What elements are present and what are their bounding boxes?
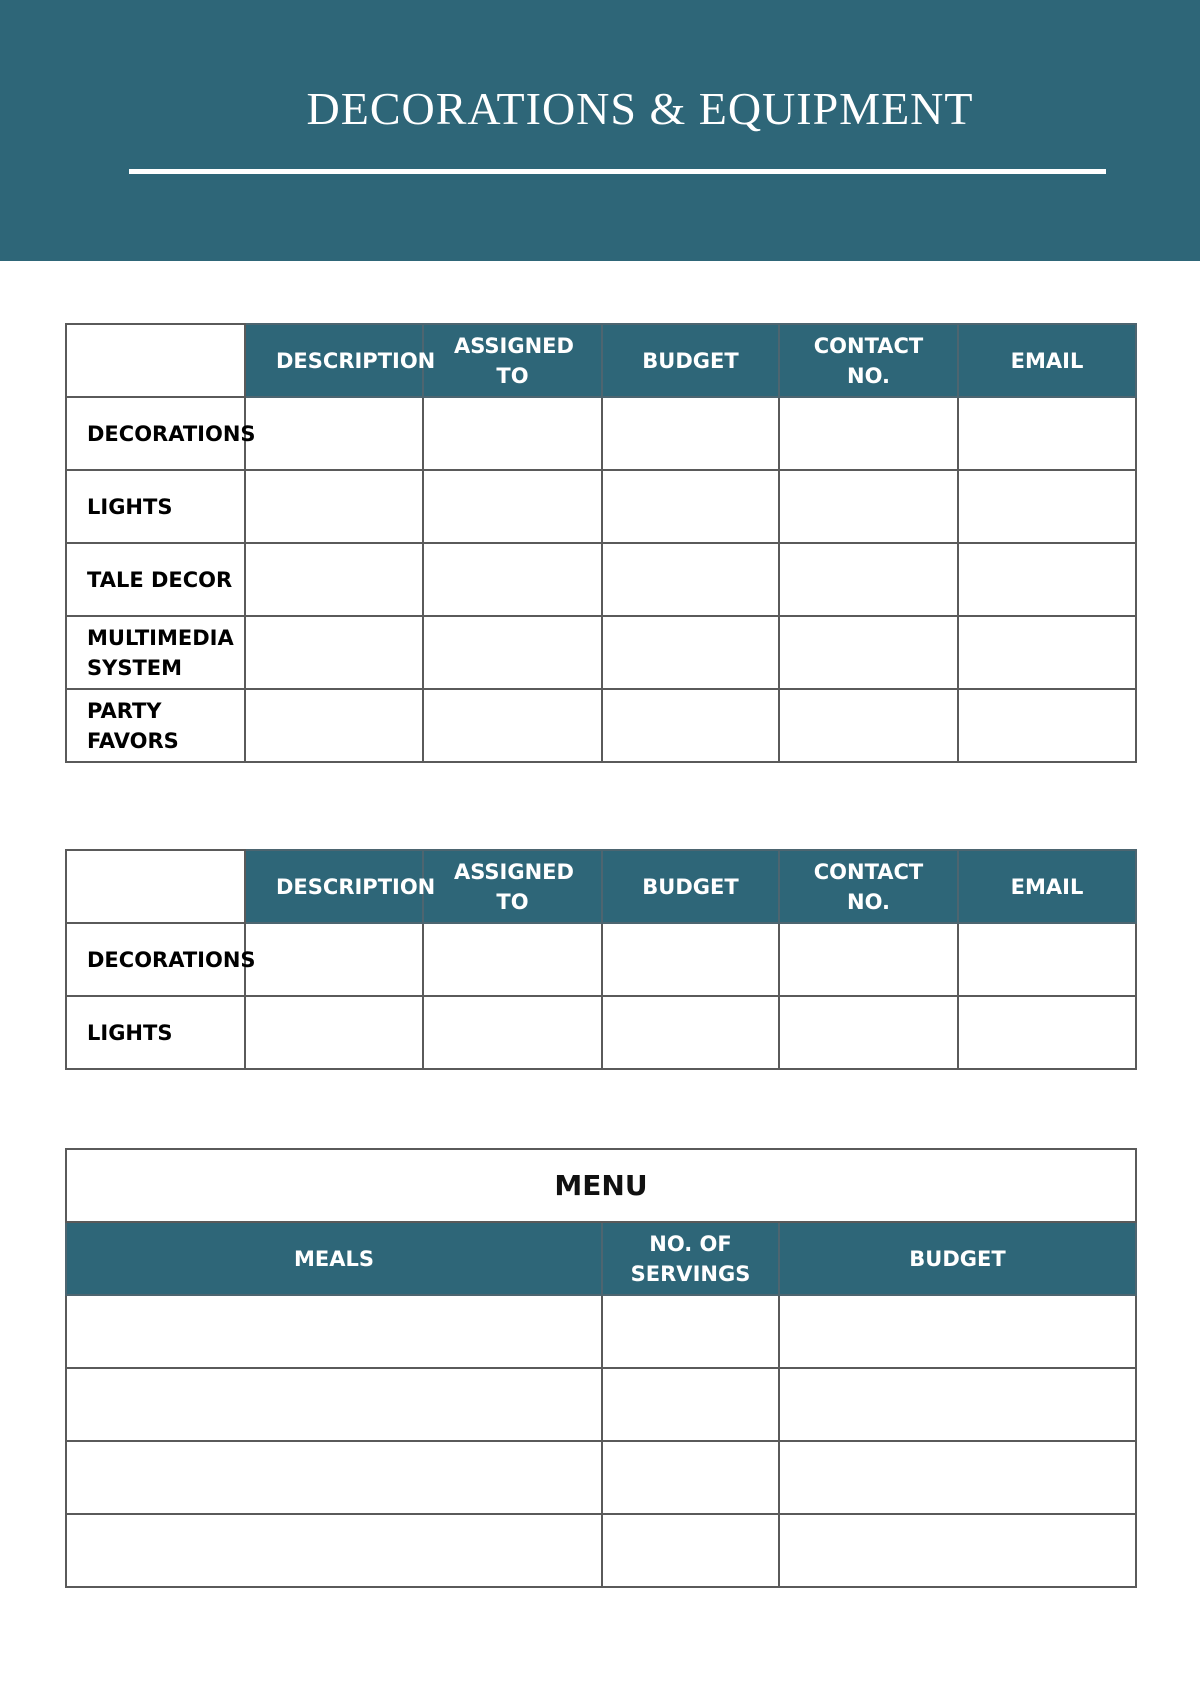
- servings-cell[interactable]: [602, 1441, 779, 1514]
- table-header-row: [66, 850, 1136, 923]
- entry-cell[interactable]: [423, 397, 602, 470]
- corner-cell: [66, 324, 245, 397]
- entry-cell[interactable]: [602, 616, 779, 689]
- decorations-table: [65, 323, 1137, 763]
- table-row: [66, 996, 1136, 1069]
- entry-cell[interactable]: [779, 616, 958, 689]
- entry-cell[interactable]: [245, 616, 423, 689]
- meal-cell[interactable]: [66, 1514, 602, 1587]
- entry-cell[interactable]: [602, 689, 779, 762]
- entry-cell[interactable]: [602, 996, 779, 1069]
- corner-cell: [66, 850, 245, 923]
- entry-cell[interactable]: [779, 470, 958, 543]
- column-header-assigned-to: ASSIGNED TO: [423, 850, 602, 923]
- column-header-assigned-to: ASSIGNED TO: [423, 324, 602, 397]
- entry-cell[interactable]: [779, 543, 958, 616]
- budget-cell[interactable]: [779, 1368, 1136, 1441]
- entry-cell[interactable]: [245, 470, 423, 543]
- budget-cell[interactable]: [779, 1295, 1136, 1368]
- row-label: TALE DECOR: [66, 543, 245, 616]
- column-header-budget: BUDGET: [602, 324, 779, 397]
- budget-cell[interactable]: [779, 1514, 1136, 1587]
- row-label: PARTY FAVORS: [66, 689, 245, 762]
- page-title: DECORATIONS & EQUIPMENT: [306, 83, 974, 134]
- menu-row: [66, 1441, 1136, 1514]
- entry-cell[interactable]: [245, 397, 423, 470]
- entry-cell[interactable]: [958, 470, 1136, 543]
- column-header-budget: BUDGET: [602, 850, 779, 923]
- entry-cell[interactable]: [958, 543, 1136, 616]
- table-row: [66, 689, 1136, 762]
- menu-row: [66, 1514, 1136, 1587]
- row-label: DECORATIONS: [66, 397, 245, 470]
- meal-cell[interactable]: [66, 1441, 602, 1514]
- entry-cell[interactable]: [779, 689, 958, 762]
- row-label: LIGHTS: [66, 996, 245, 1069]
- entry-cell[interactable]: [779, 397, 958, 470]
- column-header-meals: MEALS: [66, 1222, 602, 1295]
- column-header-budget: BUDGET: [779, 1222, 1136, 1295]
- column-header-servings: NO. OF SERVINGS: [602, 1222, 779, 1295]
- entry-cell[interactable]: [245, 689, 423, 762]
- entry-cell[interactable]: [958, 397, 1136, 470]
- entry-cell[interactable]: [245, 996, 423, 1069]
- entry-cell[interactable]: [423, 923, 602, 996]
- entry-cell[interactable]: [245, 923, 423, 996]
- decorations-table-2: [65, 849, 1137, 1070]
- entry-cell[interactable]: [779, 923, 958, 996]
- column-header-contact-no: CONTACT NO.: [779, 850, 958, 923]
- entry-cell[interactable]: [245, 543, 423, 616]
- entry-cell[interactable]: [958, 996, 1136, 1069]
- entry-cell[interactable]: [602, 397, 779, 470]
- entry-cell[interactable]: [602, 470, 779, 543]
- table-row: [66, 923, 1136, 996]
- table-row: [66, 470, 1136, 543]
- entry-cell[interactable]: [602, 543, 779, 616]
- entry-cell[interactable]: [423, 543, 602, 616]
- column-header-email: EMAIL: [958, 850, 1136, 923]
- entry-cell[interactable]: [602, 923, 779, 996]
- column-header-description: DESCRIPTION: [245, 850, 423, 923]
- column-header-contact-no: CONTACT NO.: [779, 324, 958, 397]
- entry-cell[interactable]: [958, 616, 1136, 689]
- entry-cell[interactable]: [958, 923, 1136, 996]
- row-label: MULTIMEDIA SYSTEM: [66, 616, 245, 689]
- menu-row: [66, 1368, 1136, 1441]
- menu-row: [66, 1295, 1136, 1368]
- table-row: [66, 543, 1136, 616]
- entry-cell[interactable]: [423, 996, 602, 1069]
- title-divider: [129, 169, 1106, 174]
- servings-cell[interactable]: [602, 1368, 779, 1441]
- table-header-row: [66, 324, 1136, 397]
- column-header-description: DESCRIPTION: [245, 324, 423, 397]
- menu-table: [65, 1148, 1137, 1588]
- entry-cell[interactable]: [779, 996, 958, 1069]
- header-banner: [0, 0, 1200, 261]
- entry-cell[interactable]: [958, 689, 1136, 762]
- entry-cell[interactable]: [423, 689, 602, 762]
- table-row: [66, 397, 1136, 470]
- menu-header-row: [66, 1222, 1136, 1295]
- column-header-email: EMAIL: [958, 324, 1136, 397]
- servings-cell[interactable]: [602, 1514, 779, 1587]
- entry-cell[interactable]: [423, 470, 602, 543]
- menu-title: MENU: [66, 1149, 1136, 1222]
- row-label: DECORATIONS: [66, 923, 245, 996]
- meal-cell[interactable]: [66, 1368, 602, 1441]
- entry-cell[interactable]: [423, 616, 602, 689]
- servings-cell[interactable]: [602, 1295, 779, 1368]
- table-row: [66, 616, 1136, 689]
- row-label: LIGHTS: [66, 470, 245, 543]
- budget-cell[interactable]: [779, 1441, 1136, 1514]
- meal-cell[interactable]: [66, 1295, 602, 1368]
